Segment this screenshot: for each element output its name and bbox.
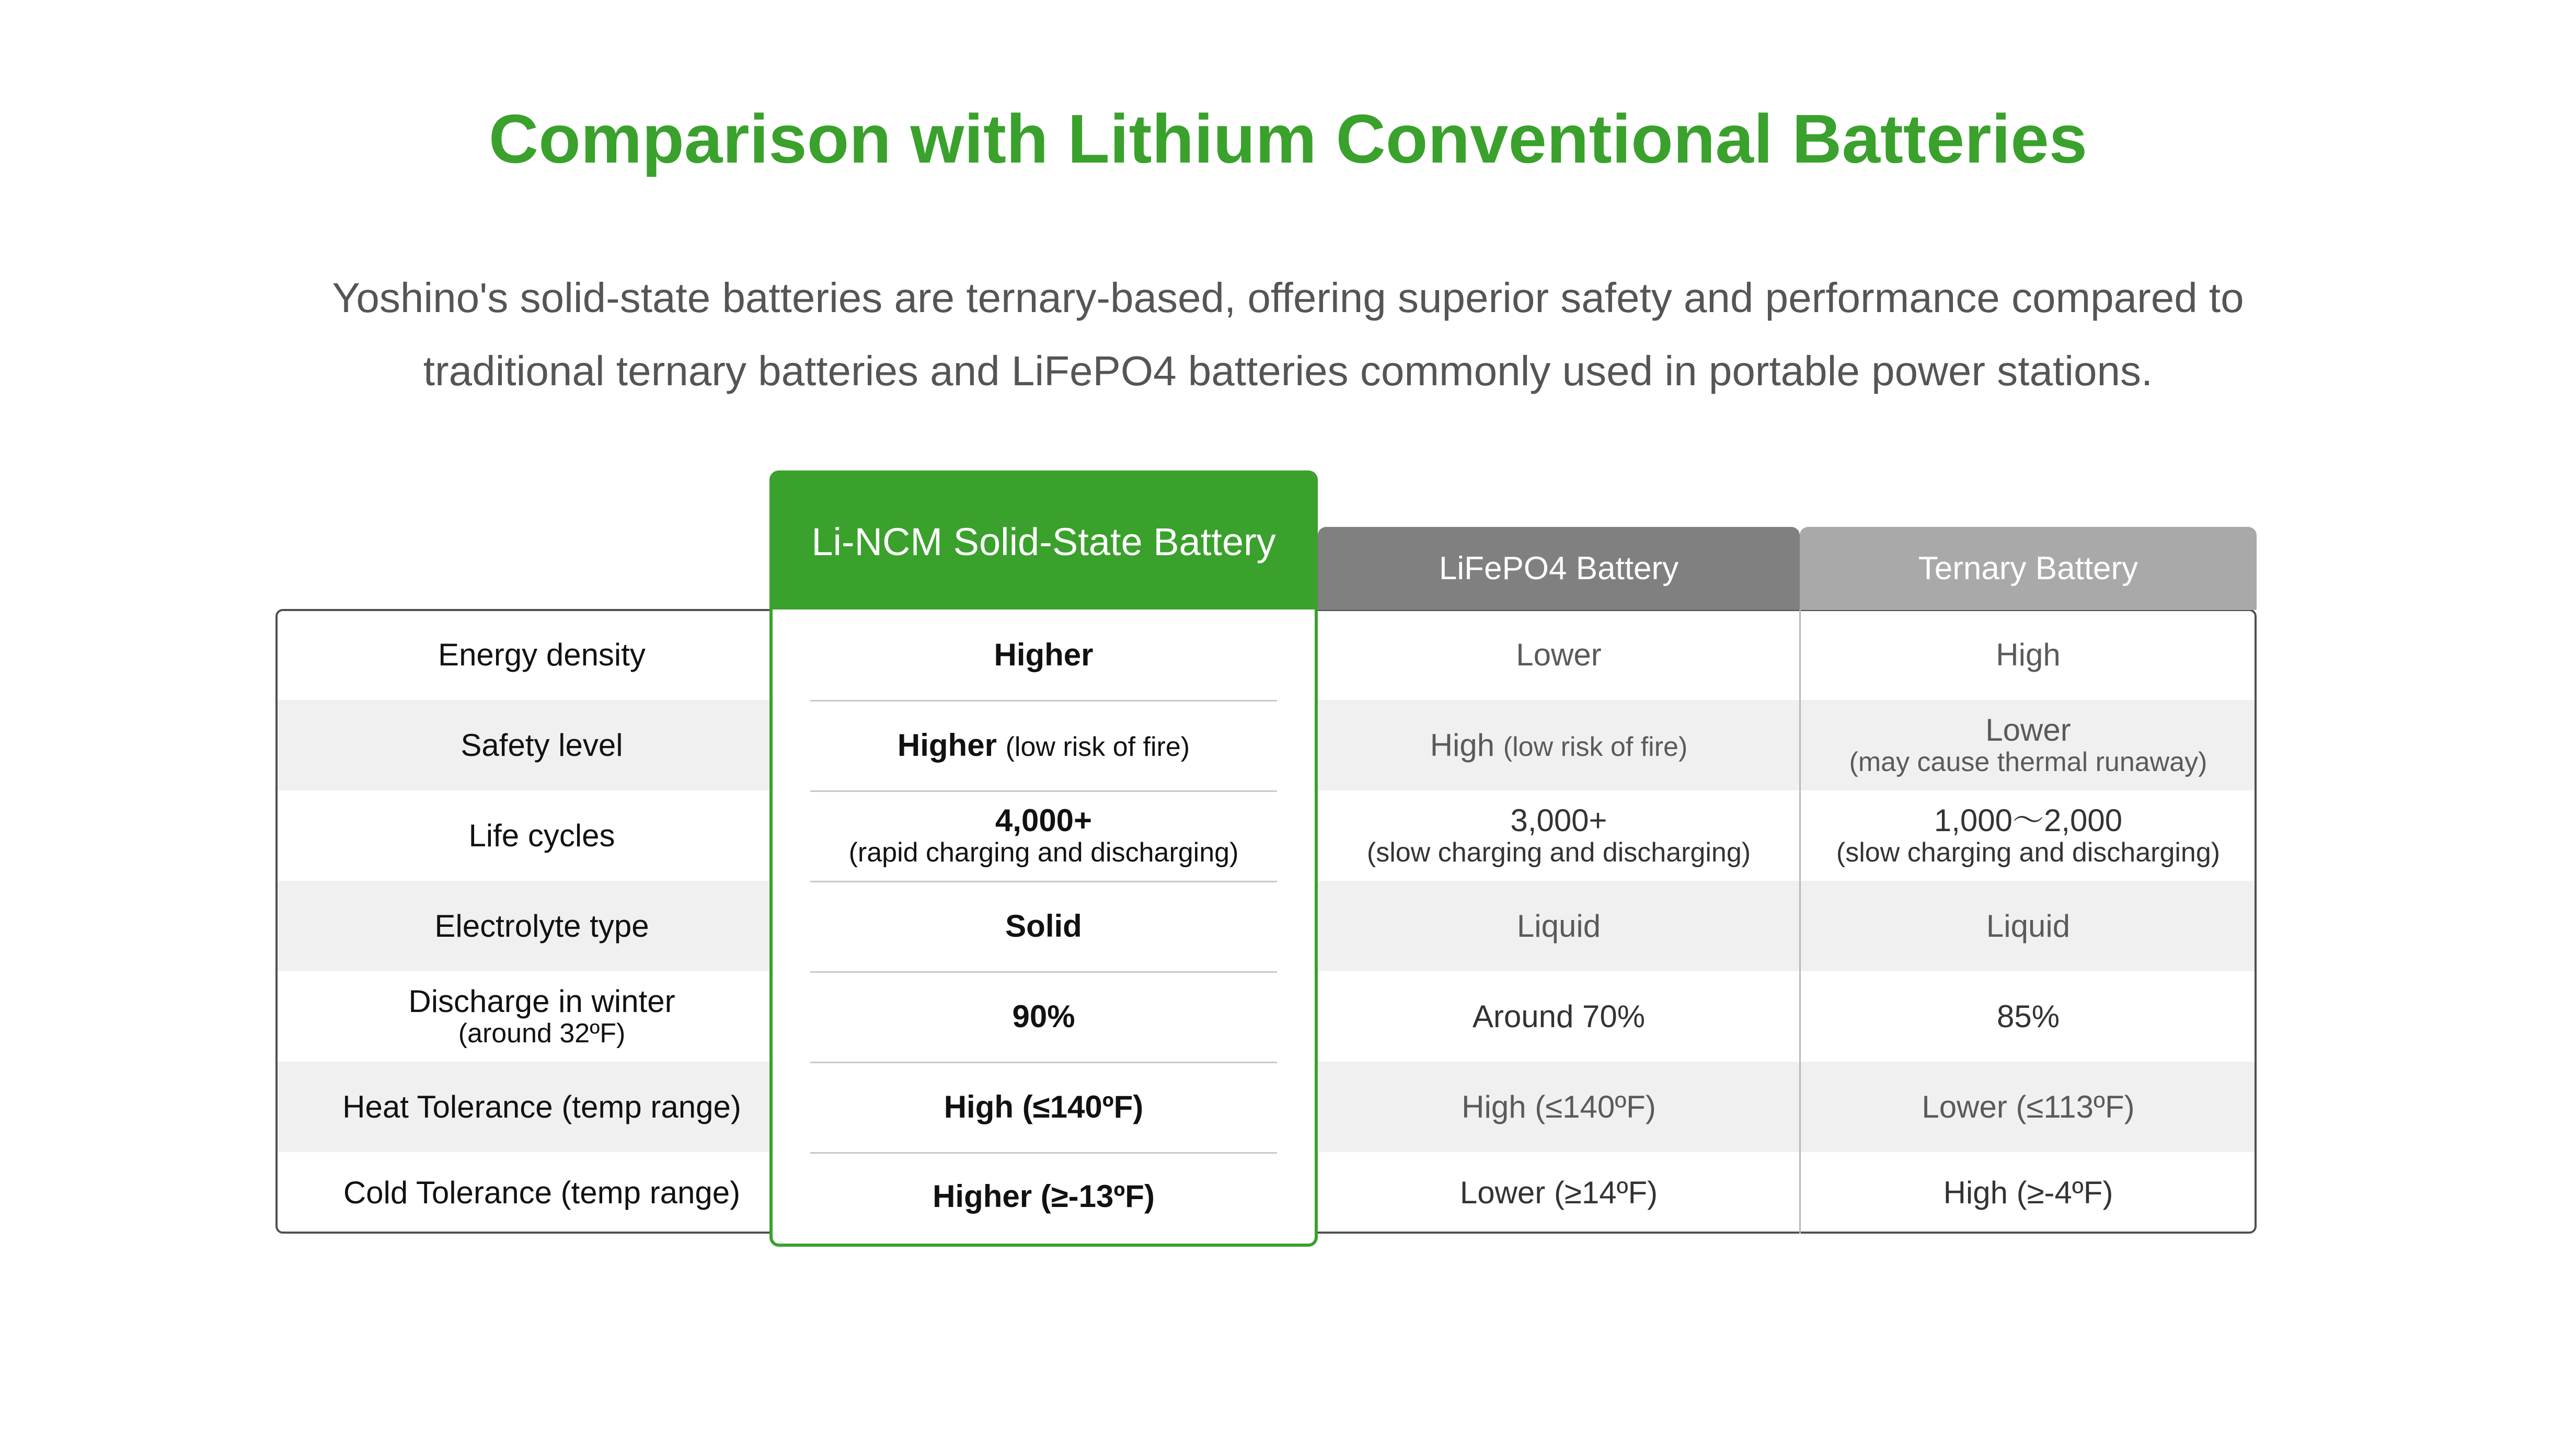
cell-lifepo4-life-cycles <box>1319 790 1798 881</box>
value-text: Higher <box>994 637 1094 672</box>
cell-solid-energy-density <box>773 610 1315 700</box>
cell-ternary-life-cycles <box>1801 790 2255 881</box>
cell-lifepo4-heat-tolerance <box>1319 1062 1798 1152</box>
row-label-energy-density <box>278 610 806 700</box>
cell-lifepo4-energy-density <box>1319 610 1798 700</box>
label-text: Electrolyte type <box>434 908 649 944</box>
row-label-life-cycles <box>278 790 806 881</box>
cell-lifepo4-discharge-in-winter <box>1319 971 1798 1062</box>
cell-ternary-cold-tolerance <box>1801 1152 2255 1234</box>
page-title: Comparison with Lithium Conventional Batteries <box>488 100 2088 177</box>
cell-ternary-heat-tolerance <box>1801 1062 2255 1152</box>
cell-ternary-discharge-in-winter <box>1801 971 2255 1062</box>
value-text: High (≥-4ºF) <box>1943 1175 2113 1210</box>
cell-ternary-energy-density <box>1801 610 2255 700</box>
row-label-safety-level <box>278 700 806 790</box>
label-text: Discharge in winter <box>408 983 675 1019</box>
column-divider <box>1799 609 1801 1234</box>
value-text: Lower (≥14ºF) <box>1459 1175 1658 1210</box>
value-text: High (≤140ºF) <box>944 1089 1144 1124</box>
value-text: 4,000+ <box>995 802 1092 838</box>
value-text: Lower <box>1985 712 2071 748</box>
value-text: High (≤140ºF) <box>1462 1089 1656 1124</box>
cell-ternary-electrolyte-type <box>1801 881 2255 971</box>
cell-solid-electrolyte-type <box>773 881 1315 971</box>
label-text: Cold Tolerance (temp range) <box>343 1175 741 1210</box>
value-text: Liquid <box>1986 908 2071 944</box>
cell-solid-discharge-in-winter <box>773 971 1315 1062</box>
label-subtext: (around 32ºF) <box>458 1018 626 1049</box>
value-subtext: (may cause thermal runaway) <box>1849 746 2207 777</box>
value-text: Solid <box>1005 908 1082 944</box>
value-subtext: (rapid charging and discharging) <box>848 837 1239 868</box>
value-subtext: (low risk of fire) <box>1503 731 1688 762</box>
value-text: Lower <box>1516 637 1602 672</box>
value-text: Lower (≤113ºF) <box>1922 1089 2135 1124</box>
label-text: Heat Tolerance (temp range) <box>342 1089 741 1124</box>
value-text: 1,000～2,000 <box>1934 802 2123 838</box>
label-text: Energy density <box>438 637 646 672</box>
row-label-heat-tolerance <box>278 1062 806 1152</box>
cell-solid-life-cycles <box>773 790 1315 881</box>
cell-ternary-safety-level <box>1801 700 2255 790</box>
value-text: 85% <box>1996 998 2060 1034</box>
intro-paragraph <box>105 261 2471 408</box>
cell-lifepo4-electrolyte-type <box>1319 881 1798 971</box>
value-text: Higher <box>897 727 997 763</box>
cell-lifepo4-cold-tolerance <box>1319 1152 1798 1234</box>
value-text: Around 70% <box>1472 998 1646 1034</box>
value-text: High <box>1430 727 1495 763</box>
value-text: Higher (≥-13ºF) <box>933 1179 1155 1214</box>
value-text: 3,000+ <box>1510 802 1607 838</box>
cell-solid-cold-tolerance <box>773 1152 1315 1241</box>
header-solid-state: Li-NCM Solid-State Battery <box>773 474 1315 610</box>
value-text: High <box>1996 637 2061 672</box>
row-label-electrolyte-type <box>278 881 806 971</box>
cell-lifepo4-safety-level <box>1319 700 1798 790</box>
value-text: 90% <box>1012 998 1075 1034</box>
cell-solid-safety-level <box>773 700 1315 790</box>
intro-line-2: traditional ternary batteries and LiFePO4 batteries commonly used in portable power stations. <box>423 348 2153 394</box>
label-text: Life cycles <box>468 818 615 853</box>
value-subtext: (low risk of fire) <box>1005 731 1190 762</box>
header-lifepo4: LiFePO4 Battery <box>1318 527 1800 610</box>
header-ternary: Ternary Battery <box>1800 527 2257 610</box>
value-text: Liquid <box>1516 908 1601 944</box>
cell-solid-heat-tolerance <box>773 1062 1315 1152</box>
value-subtext: (slow charging and discharging) <box>1836 837 2221 868</box>
row-label-discharge-in-winter <box>278 971 806 1062</box>
label-text: Safety level <box>461 727 623 763</box>
row-label-cold-tolerance <box>278 1152 806 1234</box>
intro-line-1: Yoshino's solid-state batteries are ternary-based, offering superior safety and performance compared to <box>332 274 2244 321</box>
value-subtext: (slow charging and discharging) <box>1366 837 1751 868</box>
